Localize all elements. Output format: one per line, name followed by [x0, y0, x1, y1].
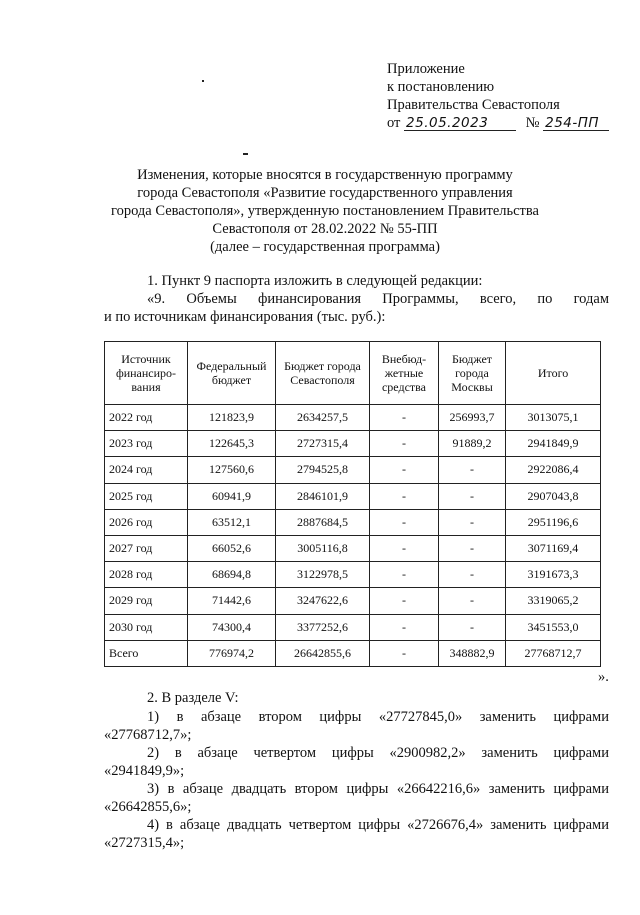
cell-sevastopol: 26642855,6 — [276, 640, 370, 666]
table-row — [105, 588, 601, 614]
cell-federal: 776974,2 — [188, 640, 276, 666]
cell-extrabudget: - — [370, 535, 439, 561]
cell-year: 2030 год — [105, 614, 188, 640]
cell-year: 2027 год — [105, 535, 188, 561]
cell-federal: 60941,9 — [188, 483, 276, 509]
header-total: Итого — [506, 342, 601, 405]
cell-moscow: 348882,9 — [439, 640, 506, 666]
cell-extrabudget: - — [370, 562, 439, 588]
date-field — [404, 116, 516, 131]
cell-year: 2029 год — [105, 588, 188, 614]
cell-extrabudget: - — [370, 588, 439, 614]
cell-sevastopol: 2846101,9 — [276, 483, 370, 509]
cell-federal: 63512,1 — [188, 509, 276, 535]
cell-total: 27768712,7 — [506, 640, 601, 666]
header-source: Источник финансиро-вания — [105, 342, 188, 405]
cell-sevastopol: 3005116,8 — [276, 535, 370, 561]
cell-federal: 68694,8 — [188, 562, 276, 588]
section2-item2-line-1: 2) в абзаце четвертом цифры «2900982,2» заменить цифрами — [147, 745, 609, 761]
quote-closing: ». — [598, 669, 609, 685]
handwritten-date: 25.05.2023 — [406, 115, 489, 131]
cell-moscow: - — [439, 457, 506, 483]
title-line-2: города Севастополя «Развитие государственного управления — [137, 185, 513, 201]
cell-moscow: - — [439, 588, 506, 614]
table-row — [105, 614, 601, 640]
cell-extrabudget: - — [370, 405, 439, 431]
cell-total: 3191673,3 — [506, 562, 601, 588]
cell-total: 3319065,2 — [506, 588, 601, 614]
cell-extrabudget: - — [370, 614, 439, 640]
title-line-5: (далее – государственная программа) — [210, 239, 440, 255]
appendix-line-2: к постановлению — [387, 79, 495, 95]
from-label: от — [387, 115, 401, 131]
cell-year: 2023 год — [105, 431, 188, 457]
section2-item1-line-1: 1) в абзаце втором цифры «27727845,0» заменить цифрами — [147, 709, 609, 725]
cell-extrabudget: - — [370, 509, 439, 535]
table-row — [105, 457, 601, 483]
cell-extrabudget: - — [370, 431, 439, 457]
cell-sevastopol: 3122978,5 — [276, 562, 370, 588]
cell-moscow: - — [439, 535, 506, 561]
cell-federal: 121823,9 — [188, 405, 276, 431]
cell-sevastopol: 2794525,8 — [276, 457, 370, 483]
table-row — [105, 562, 601, 588]
cell-sevastopol: 2634257,5 — [276, 405, 370, 431]
header-sevastopol: Бюджет города Севастополя — [276, 342, 370, 405]
appendix-date-line — [387, 114, 609, 132]
cell-federal: 127560,6 — [188, 457, 276, 483]
title-line-4: Севастополя от 28.02.2022 № 55-ПП — [212, 221, 438, 237]
cell-moscow: 91889,2 — [439, 431, 506, 457]
cell-sevastopol: 2887684,5 — [276, 509, 370, 535]
table-row — [105, 535, 601, 561]
cell-year: 2022 год — [105, 405, 188, 431]
cell-moscow: - — [439, 483, 506, 509]
appendix-header — [387, 60, 609, 132]
cell-year: 2024 год — [105, 457, 188, 483]
section2-item4-line-1: 4) в абзаце двадцать четвертом цифры «2726676,4» заменить цифрами — [147, 817, 609, 833]
cell-sevastopol: 2727315,4 — [276, 431, 370, 457]
section1-quote-line-2: и по источникам финансирования (тыс. руб.): — [104, 309, 386, 325]
cell-moscow: - — [439, 562, 506, 588]
title-line-1: Изменения, которые вносятся в государственную программу — [137, 167, 513, 183]
cell-total: 2941849,9 — [506, 431, 601, 457]
cell-extrabudget: - — [370, 640, 439, 666]
section2-item4-line-2: «2727315,4»; — [104, 835, 185, 851]
handwritten-number: 254-ПП — [545, 115, 600, 131]
cell-federal: 71442,6 — [188, 588, 276, 614]
number-label: № — [525, 115, 540, 131]
cell-sevastopol: 3377252,6 — [276, 614, 370, 640]
section2-item3-line-2: «26642855,6»; — [104, 799, 192, 815]
cell-federal: 74300,4 — [188, 614, 276, 640]
appendix-line-1: Приложение — [387, 61, 465, 77]
table-row — [105, 509, 601, 535]
header-extrabudget: Внебюд-жетные средства — [370, 342, 439, 405]
table-row — [105, 431, 601, 457]
section2-item1-line-2: «27768712,7»; — [104, 727, 192, 743]
cell-moscow: 256993,7 — [439, 405, 506, 431]
cell-year: 2026 год — [105, 509, 188, 535]
financing-table — [104, 341, 601, 667]
section2-item3-line-1: 3) в абзаце двадцать втором цифры «26642216,6» заменить цифрами — [147, 781, 609, 797]
cell-total: 3013075,1 — [506, 405, 601, 431]
scan-mark — [202, 80, 204, 82]
cell-year: 2025 год — [105, 483, 188, 509]
cell-extrabudget: - — [370, 483, 439, 509]
cell-sevastopol: 3247622,6 — [276, 588, 370, 614]
table-row — [105, 483, 601, 509]
table-total-row — [105, 640, 601, 666]
cell-total: 3071169,4 — [506, 535, 601, 561]
header-federal: Федеральный бюджет — [188, 342, 276, 405]
section1-quote-line-1: «9. Объемы финансирования Программы, всего, по годам — [147, 291, 609, 307]
section1-intro: 1. Пункт 9 паспорта изложить в следующей редакции: — [147, 273, 483, 289]
cell-moscow: - — [439, 509, 506, 535]
document-title — [95, 166, 555, 256]
cell-total: 2951196,6 — [506, 509, 601, 535]
cell-total: 2922086,4 — [506, 457, 601, 483]
title-line-3: города Севастополя», утвержденную постановлением Правительства — [111, 203, 539, 219]
section2-item2-line-2: «2941849,9»; — [104, 763, 185, 779]
appendix-line-3: Правительства Севастополя — [387, 97, 560, 113]
cell-federal: 122645,3 — [188, 431, 276, 457]
table-header-row — [105, 342, 601, 405]
cell-federal: 66052,6 — [188, 535, 276, 561]
cell-total: 2907043,8 — [506, 483, 601, 509]
section2-intro: 2. В разделе V: — [147, 690, 239, 706]
cell-extrabudget: - — [370, 457, 439, 483]
number-field — [543, 116, 609, 131]
cell-year: 2028 год — [105, 562, 188, 588]
cell-total-label: Всего — [105, 640, 188, 666]
cell-total: 3451553,0 — [506, 614, 601, 640]
header-moscow: Бюджет города Москвы — [439, 342, 506, 405]
table-row — [105, 405, 601, 431]
cell-moscow: - — [439, 614, 506, 640]
scan-mark — [243, 153, 248, 155]
